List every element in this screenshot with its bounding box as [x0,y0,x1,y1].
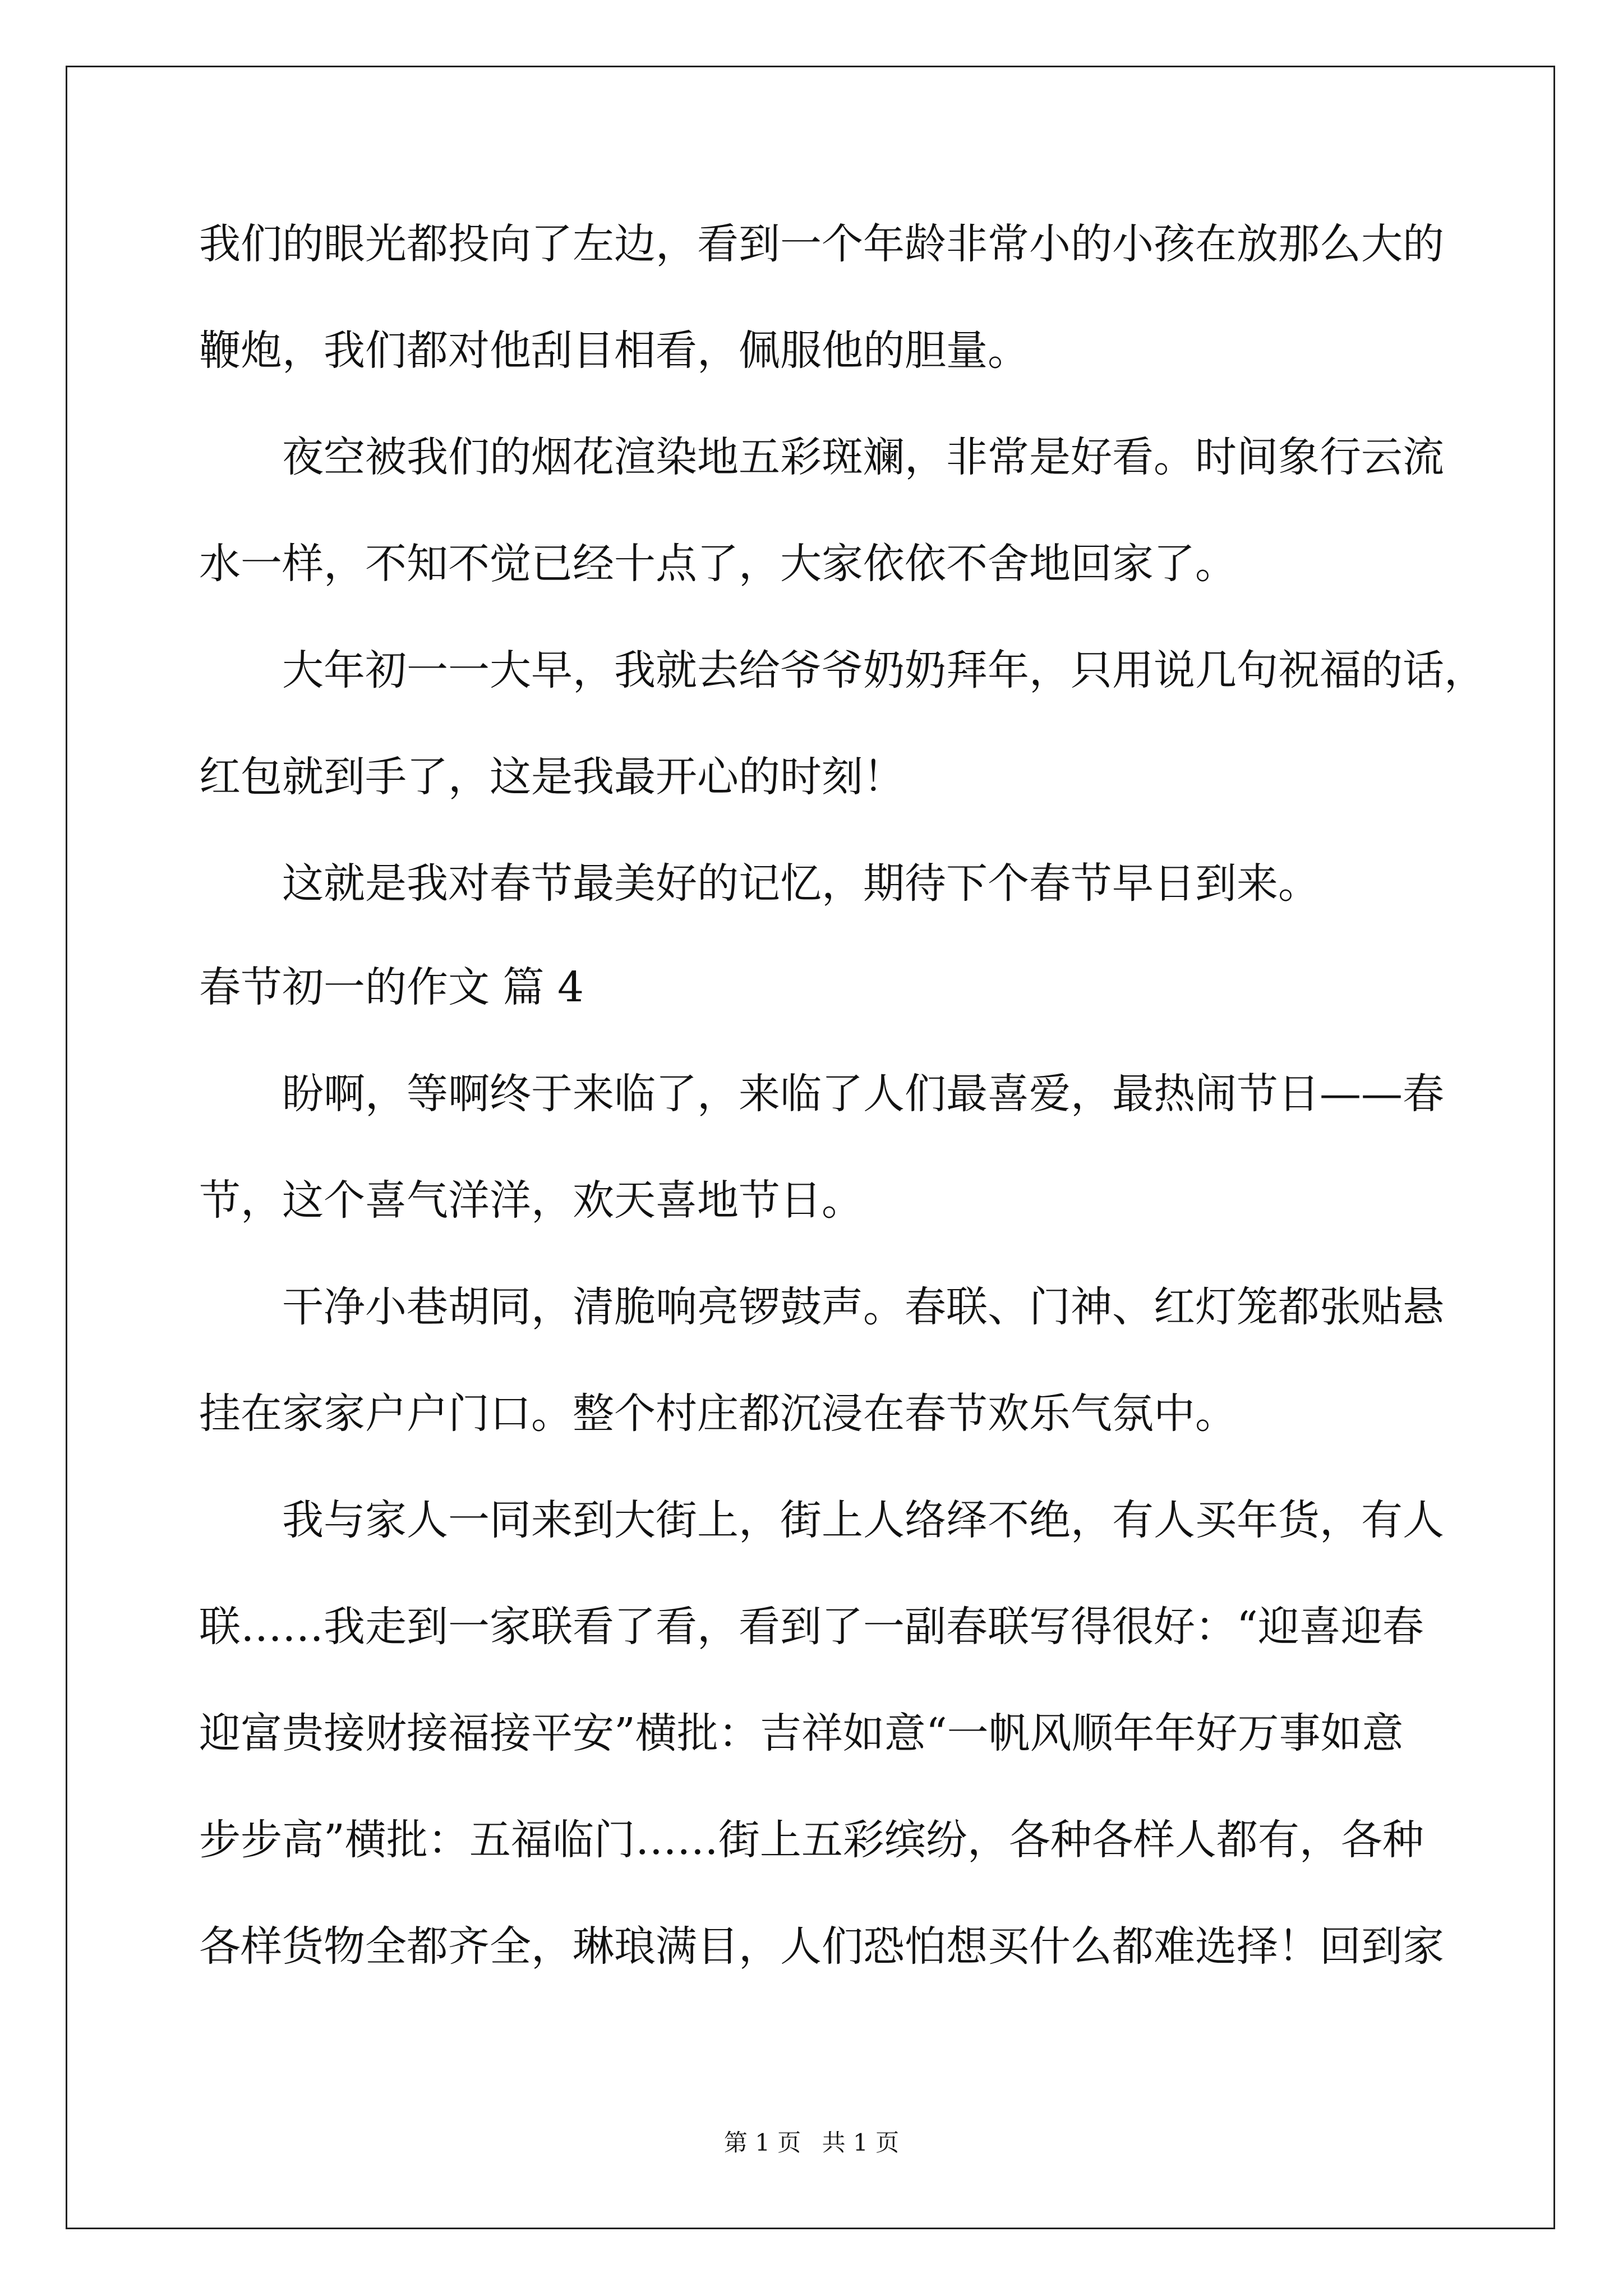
page-number-current: 第 1 页 [723,2129,801,2156]
paragraph-start: 盼啊，等啊终于来临了，来临了人们最喜爱，最热闹节日——春 [282,1070,1444,1118]
section-heading: 春节初一的作文 篇 4 [199,963,584,1011]
paragraph-start: 这就是我对春节最美好的记忆，期待下个春节早日到来。 [282,859,1320,908]
page-number-total: 共 1 页 [822,2129,900,2156]
text-line: 节，这个喜气洋洋，欢天喜地节日。 [199,1176,863,1225]
text-line: 各样货物全都齐全，琳琅满目，人们恐怕想买什么都难选择！回到家 [199,1922,1444,1971]
paragraph-start: 我与家人一同来到大街上，街上人络绎不绝，有人买年货，有人 [282,1496,1444,1544]
text-line: 红包就到手了，这是我最开心的时刻！ [199,753,905,801]
text-line: 挂在家家户户门口。整个村庄都沉浸在春节欢乐气氛中。 [199,1389,1237,1438]
text-line: 鞭炮，我们都对他刮目相看，佩服他的胆量。 [199,326,1029,375]
text-line: 联……我走到一家联看了看，看到了一副春联写得很好：“迎喜迎春 [199,1603,1424,1651]
paragraph-start: 夜空被我们的烟花渲染地五彩斑斓，非常是好看。时间象行云流 [282,433,1444,481]
text-line: 我们的眼光都投向了左边，看到一个年龄非常小的小孩在放那么大的 [199,220,1444,268]
page-footer [0,2126,1623,2160]
paragraph-start: 干净小巷胡同，清脆响亮锣鼓声。春联、门神、红灯笼都张贴悬 [282,1283,1444,1331]
paragraph-start: 大年初一一大早，我就去给爷爷奶奶拜年，只用说几句祝福的话， [282,646,1486,694]
text-line: 步步高”横批：五福临门……街上五彩缤纷，各种各样人都有，各种 [199,1816,1424,1864]
text-line: 迎富贵接财接福接平安”横批：吉祥如意“一帆风顺年年好万事如意 [199,1709,1404,1757]
page-frame [66,66,1555,2229]
text-line: 水一样，不知不觉已经十点了，大家依依不舍地回家了。 [199,540,1237,588]
